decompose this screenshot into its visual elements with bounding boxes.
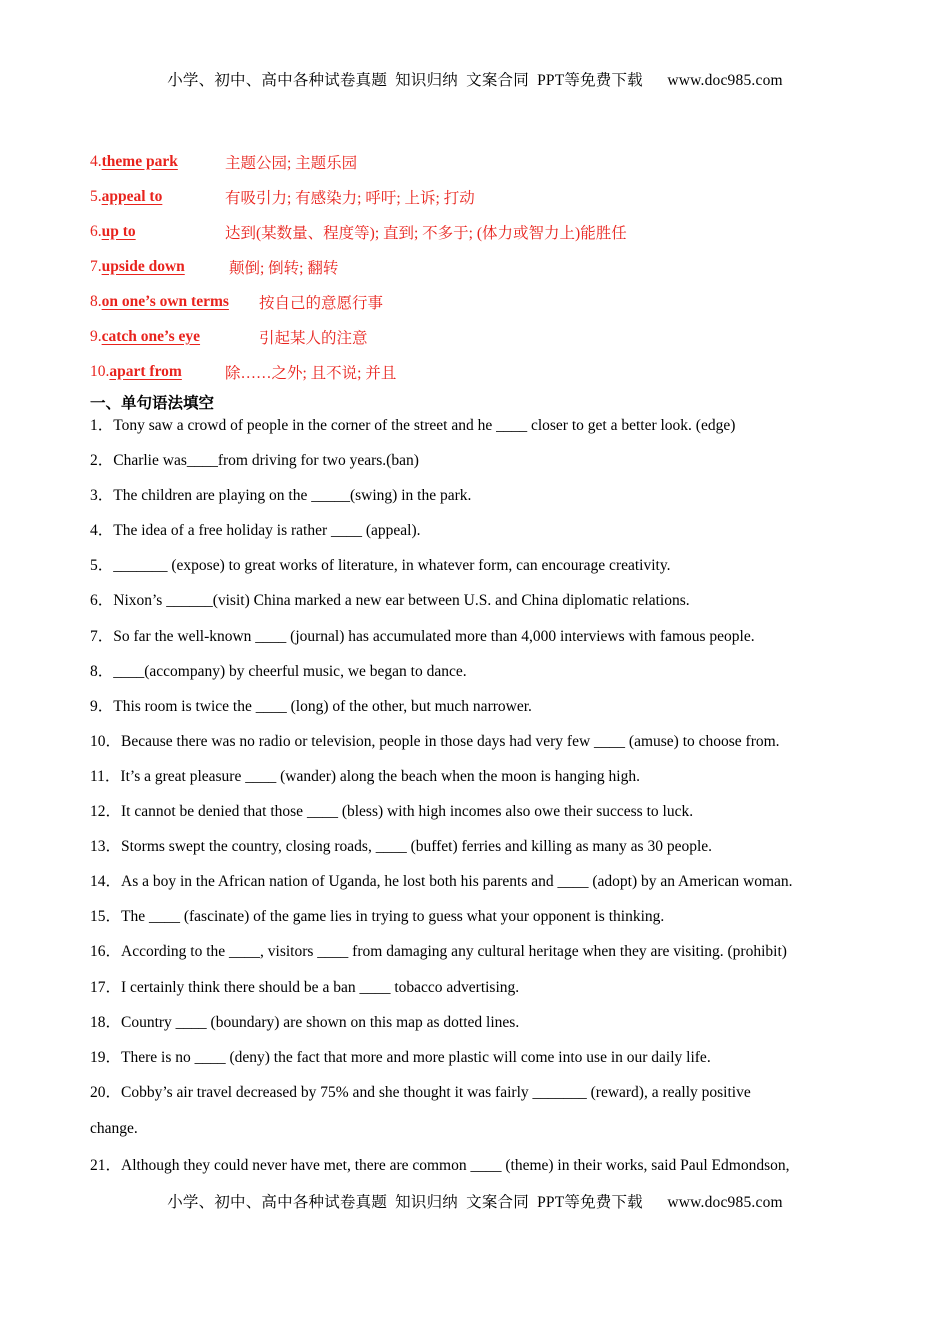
phrase-term: catch one’s eye bbox=[101, 327, 201, 345]
question-item: 16．According to the ____, visitors ____ from damaging any cultural heritage when they are visiting. (prohibit) bbox=[90, 943, 787, 961]
phrase-number: 10. bbox=[90, 362, 110, 380]
question-continuation: change. bbox=[90, 1119, 138, 1137]
phrase-term: up to bbox=[101, 222, 136, 240]
phrase-number: 4. bbox=[90, 152, 102, 170]
question-item: 4．The idea of a free holiday is rather ____ (appeal). bbox=[90, 522, 421, 540]
phrase-item bbox=[90, 354, 397, 389]
phrase-meaning: 按自己的意愿行事 bbox=[259, 294, 384, 312]
phrase-number: 9. bbox=[90, 327, 102, 345]
phrase-term: upside down bbox=[101, 257, 185, 275]
question-item: 9．This room is twice the ____ (long) of the other, but much narrower. bbox=[90, 697, 532, 715]
question-item: 21．Although they could never have met, there are common ____ (theme) in their works, said Paul Edmondson, bbox=[90, 1156, 790, 1174]
phrase-item bbox=[90, 144, 358, 179]
page-header: 小学、初中、高中各种试卷真题 知识归纳 文案合同 PPT等免费下载 www.doc985.com bbox=[167, 72, 783, 89]
phrase-item bbox=[90, 284, 384, 319]
phrase-meaning: 引起某人的注意 bbox=[259, 329, 368, 347]
phrase-meaning: 有吸引力; 有感染力; 呼吁; 上诉; 打动 bbox=[225, 189, 475, 207]
question-item: 14．As a boy in the African nation of Uganda, he lost both his parents and ____ (adopt) by an American woman. bbox=[90, 873, 793, 891]
question-list bbox=[90, 408, 860, 1183]
phrase-meaning: 除……之外; 且不说; 并且 bbox=[225, 364, 397, 382]
question-item: 15．The ____ (fascinate) of the game lies in trying to guess what your opponent is thinking. bbox=[90, 908, 665, 926]
phrase-number: 7. bbox=[90, 257, 102, 275]
phrase-term: on one’s own terms bbox=[101, 292, 229, 310]
question-item: 8．____(accompany) by cheerful music, we began to dance. bbox=[90, 662, 467, 680]
phrase-number: 6. bbox=[90, 222, 102, 240]
question-item: 1．Tony saw a crowd of people in the corner of the street and he ____ closer to get a better look. (edge) bbox=[90, 417, 736, 434]
phrase-item bbox=[90, 319, 368, 354]
question-item: 6．Nixon’s ______(visit) China marked a new ear between U.S. and China diplomatic relations. bbox=[90, 592, 690, 610]
question-item: 12．It cannot be denied that those ____ (bless) with high incomes also owe their success to luck. bbox=[90, 803, 694, 821]
phrase-meaning: 达到(某数量、程度等); 直到; 不多于; (体力或智力上)能胜任 bbox=[225, 224, 627, 242]
question-item: 17．I certainly think there should be a ban ____ tobacco advertising. bbox=[90, 978, 520, 996]
question-item: 7．So far the well-known ____ (journal) has accumulated more than 4,000 interviews with famous people. bbox=[90, 627, 755, 645]
phrase-item bbox=[90, 249, 339, 284]
phrase-meaning: 主题公园; 主题乐园 bbox=[225, 154, 358, 172]
phrase-number: 8. bbox=[90, 292, 102, 310]
phrase-term: theme park bbox=[101, 152, 178, 170]
phrase-term: apart from bbox=[109, 362, 182, 380]
question-item: 19．There is no ____ (deny) the fact that more and more plastic will come into use in our daily life. bbox=[90, 1048, 711, 1066]
question-item: 13．Storms swept the country, closing roads, ____ (buffet) ferries and killing as many as 30 people. bbox=[90, 838, 713, 856]
question-item: 2．Charlie was____from driving for two years.(ban) bbox=[90, 452, 419, 470]
question-item: 18．Country ____ (boundary) are shown on this map as dotted lines. bbox=[90, 1013, 520, 1031]
question-item: 5．_______ (expose) to great works of literature, in whatever form, can encourage creativity. bbox=[90, 557, 671, 575]
question-item: 11．It’s a great pleasure ____ (wander) along the beach when the moon is hanging high. bbox=[90, 767, 640, 785]
phrase-meaning: 颠倒; 倒转; 翻转 bbox=[229, 259, 339, 277]
phrase-term: appeal to bbox=[101, 187, 163, 205]
question-item: 3．The children are playing on the _____(swing) in the park. bbox=[90, 487, 472, 505]
question-item: 10．Because there was no radio or television, people in those days had very few ____ (amuse) to choose from. bbox=[90, 732, 780, 750]
phrase-list bbox=[90, 144, 627, 389]
question-item: 20．Cobby’s air travel decreased by 75% and she thought it was fairly _______ (reward), a really positive bbox=[90, 1083, 751, 1101]
phrase-item bbox=[90, 179, 475, 214]
phrase-number: 5. bbox=[90, 187, 102, 205]
phrase-item bbox=[90, 214, 627, 249]
section-title: 一、单句语法填空 bbox=[90, 394, 215, 412]
page-footer: 小学、初中、高中各种试卷真题 知识归纳 文案合同 PPT等免费下载 www.doc985.com bbox=[167, 1194, 783, 1211]
